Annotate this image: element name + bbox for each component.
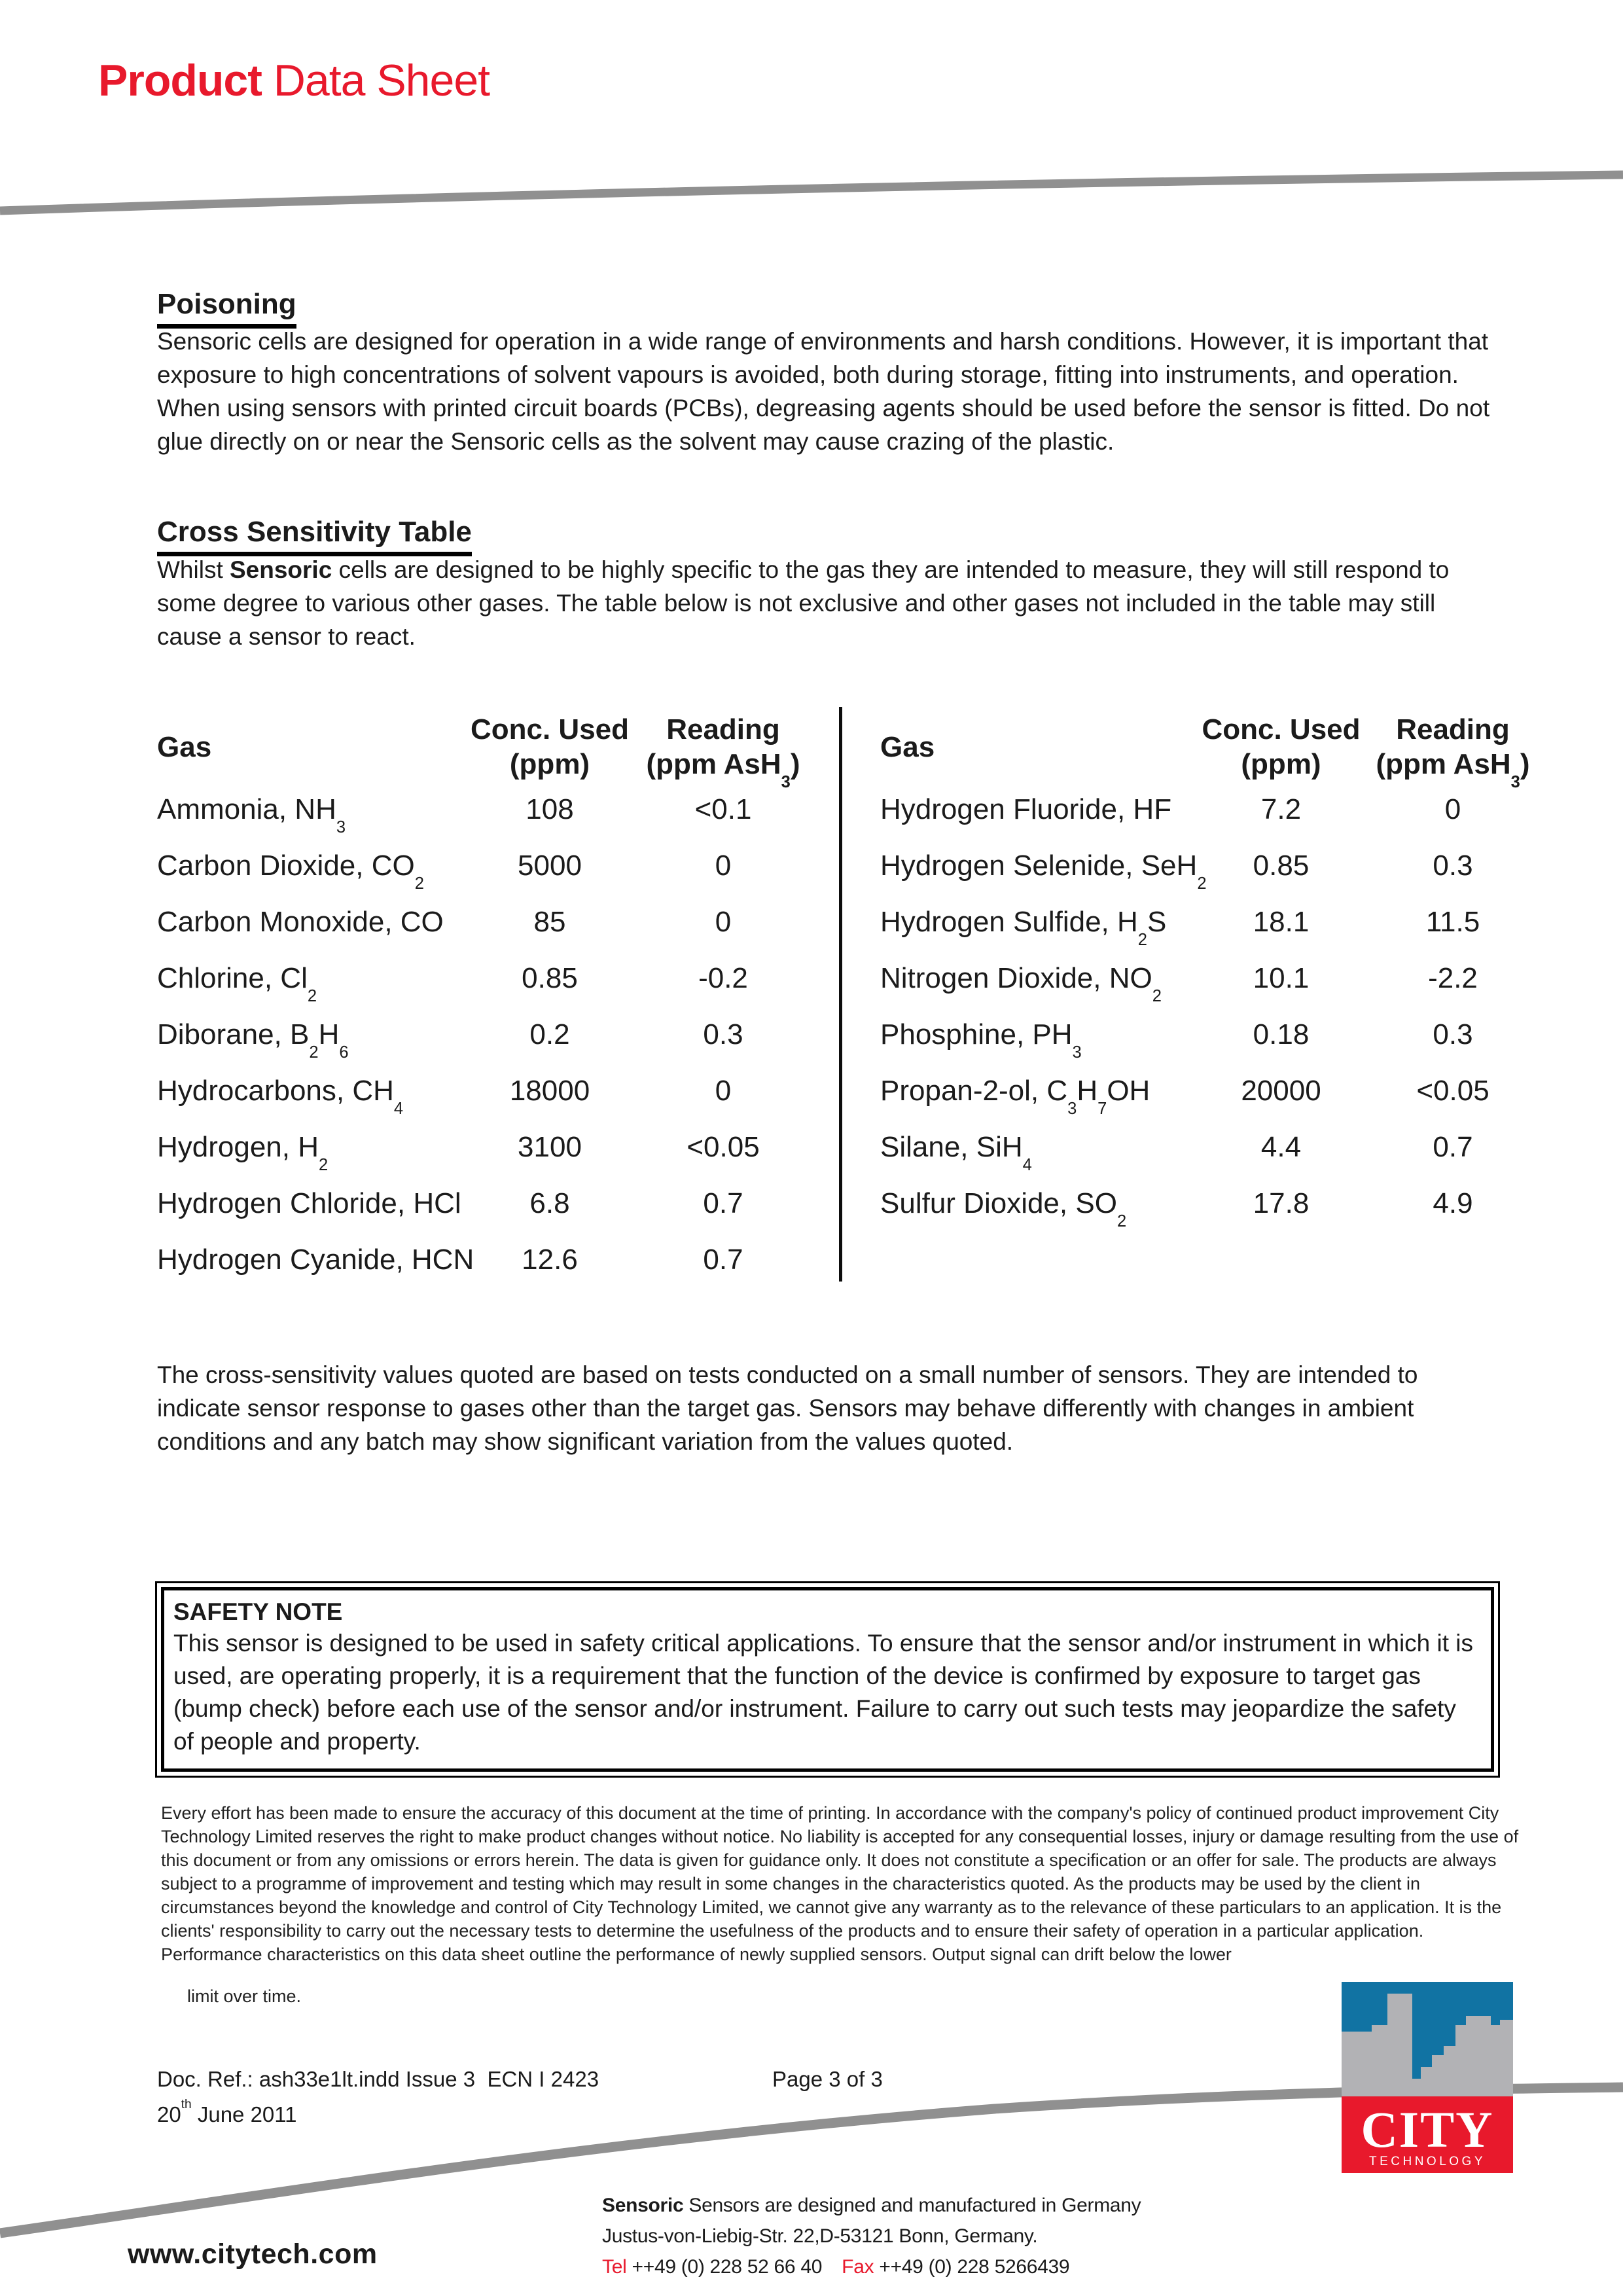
table-cell-gas: Chlorine, $Cl_2$	[157, 962, 317, 1005]
table-cell-reading: -2.2	[1428, 962, 1478, 994]
table-cell-gas: Hydrocarbons, $CH_4$	[157, 1075, 404, 1118]
table-rows-left	[157, 793, 812, 1300]
legal-fine-print	[161, 1801, 1519, 2008]
table-cell-gas: Ammonia, $NH_3$	[157, 793, 346, 836]
page-title-rest: Data Sheet	[261, 56, 490, 105]
table-cell-gas: Sulfur Dioxide, $SO_2$	[880, 1187, 1127, 1230]
table-row	[157, 850, 812, 906]
table-cell-conc: 7.2	[1260, 793, 1302, 825]
table-cell-reading: <0.05	[687, 1131, 760, 1163]
section-heading-poisoning: Poisoning	[157, 288, 296, 329]
table-cell-reading: 4.9	[1433, 1187, 1473, 1219]
legal-disclaimer: Every effort has been made to ensure the accuracy of this document at the time of printing. In accordance with the company's policy of continued product improvement City Technology Limited reserves the right to make product changes without notice. No liability is accepted for any consequential losses, injury or damage resulting from the use of this document or from any omissions or errors herein. The data is given for guidance only. It does not constitute a specification or an offer for sale. The products are always subject to a programme of improvement and testing which may result in some changes in the characteristics quoted. As the products may be used by the client in circumstances beyond the knowledge and control of City Technology Limited, we cannot give any warranty as to the relevance of these particulars to an application. It is the clients' responsibility to carry out the necessary tests to determine the usefulness of the products and to ensure their safety of operation in a particular application.	[161, 1803, 1519, 1941]
table-cell-gas: Phosphine, $PH_3$	[880, 1018, 1082, 1062]
legal-performance-note-2: limit over time.	[187, 1986, 302, 2006]
table-right-half	[880, 700, 1540, 1244]
tel-number: ++49 (0) 228 52 66 40	[632, 2256, 823, 2278]
footer-made-in: Sensoric Sensors are designed and manufactured in Germany	[602, 2195, 1141, 2216]
table-cell-reading: 0.7	[1433, 1131, 1473, 1163]
table-cell-reading: 0	[715, 906, 732, 938]
table-cell-conc: 12.6	[522, 1244, 578, 1276]
table-cell-gas: Hydrogen Selenide, SeH$_2$	[880, 850, 1207, 893]
logo-technology-text: TECHNOLOGY	[1368, 2155, 1486, 2168]
table-row	[157, 962, 812, 1018]
table-row	[880, 793, 1540, 850]
table-cell-reading: 0.3	[703, 1018, 743, 1050]
table-row	[157, 1075, 812, 1131]
page-number: Page 3 of 3	[772, 2067, 883, 2091]
table-row	[157, 1131, 812, 1187]
table-cell-conc: 3100	[518, 1131, 582, 1163]
table-row	[880, 962, 1540, 1018]
table-cell-reading: 11.5	[1425, 906, 1480, 938]
table-cell-conc: 10.1	[1253, 962, 1310, 994]
table-row	[880, 1018, 1540, 1075]
table-cell-reading: 0.3	[1433, 850, 1473, 882]
table-cell-conc: 6.8	[529, 1187, 570, 1219]
safety-note-box	[155, 1581, 1500, 1778]
column-header-gas: Gas	[880, 730, 935, 763]
poisoning-paragraph-2: When using sensors with printed circuit boards (PCBs), degreasing agents should be used before the sensor is fitted. Do not glue directly on or near the Sensoric cells as the solvent may cause crazing of the plastic.	[157, 395, 1490, 455]
fax-number: ++49 (0) 228 5266439	[879, 2256, 1070, 2278]
table-cell-gas: Hydrogen Chloride, HCl	[157, 1187, 461, 1219]
table-cell-conc: 18.1	[1253, 906, 1310, 938]
table-cell-reading: <0.05	[1416, 1075, 1489, 1107]
table-cell-gas: Carbon Monoxide, CO	[157, 906, 444, 938]
column-header-gas: Gas	[157, 730, 212, 763]
table-cell-reading: 0.3	[1433, 1018, 1473, 1050]
table-cell-conc: 0.18	[1253, 1018, 1310, 1050]
table-cell-reading: 0.7	[703, 1244, 743, 1276]
table-cell-gas: Diborane, $B_2H_6$	[157, 1018, 349, 1062]
top-swoosh-line	[0, 175, 1623, 211]
poisoning-paragraph-1: Sensoric cells are designed for operation in a wide range of environments and harsh conditions. However, it is important that exposure to high concentrations of solvent vapours is avoided, both during storage, fitting into instruments, and operation.	[157, 328, 1489, 388]
cross-sensitivity-table	[157, 700, 1541, 1293]
table-cell-reading: 0.7	[703, 1187, 743, 1219]
table-cell-reading: 0	[1444, 793, 1461, 825]
table-header	[880, 700, 1540, 793]
footer-phone-line	[602, 2251, 1141, 2282]
cross-sensitivity-intro	[157, 553, 1495, 653]
table-row	[880, 1075, 1540, 1131]
website-url: www.citytech.com	[128, 2238, 378, 2270]
table-row	[157, 906, 812, 962]
column-header-reading: Reading (ppm AsH$_3$)	[646, 713, 800, 791]
table-row	[880, 1187, 1540, 1244]
footer-address: Justus-von-Liebig-Str. 22,D-53121 Bonn, Germany.	[602, 2225, 1038, 2247]
table-cell-gas: Hydrogen Fluoride, HF	[880, 793, 1172, 825]
page-title	[98, 55, 490, 106]
tel-label: Tel	[602, 2256, 627, 2278]
column-header-conc: Conc. Used (ppm)	[1202, 713, 1361, 780]
table-cell-conc: 85	[533, 906, 566, 938]
legal-performance-note: Performance characteristics on this data sheet outline the performance of newly supplied sensors. Output signal can drift below the lower	[161, 1945, 1232, 1964]
table-row	[880, 1131, 1540, 1187]
page-title-bold: Product	[98, 56, 262, 105]
table-cell-conc: 5000	[518, 850, 582, 882]
safety-note-inner-box	[161, 1587, 1494, 1772]
city-technology-logo	[1342, 1982, 1513, 2173]
table-cell-conc: 17.8	[1253, 1187, 1310, 1219]
cross-sensitivity-note: The cross-sensitivity values quoted are based on tests conducted on a small number of sensors. They are intended to indicate sensor response to gases other than the target gas. Sensors may behave differently with changes in ambient conditions and any batch may show significant variation from the values quoted.	[157, 1361, 1418, 1455]
section-heading-cross-sensitivity: Cross Sensitivity Table	[157, 516, 472, 556]
table-cell-gas: Hydrogen Sulfide, $H_2S$	[880, 906, 1167, 949]
table-cell-conc: 20000	[1241, 1075, 1321, 1107]
table-header	[157, 700, 812, 793]
poisoning-text	[157, 325, 1495, 458]
table-cell-reading: 0	[715, 850, 732, 882]
table-cell-gas: Hydrogen Cyanide, HCN	[157, 1244, 474, 1276]
table-row	[157, 1244, 812, 1300]
table-row	[157, 1018, 812, 1075]
footer-contact-block	[602, 2190, 1141, 2282]
table-rows-right	[880, 793, 1540, 1244]
logo-city-text: CITY	[1361, 2101, 1494, 2158]
table-row	[880, 850, 1540, 906]
table-cell-reading: 0	[715, 1075, 732, 1107]
table-cell-gas: Carbon Dioxide, $CO_2$	[157, 850, 424, 893]
table-cell-reading: -0.2	[698, 962, 748, 994]
table-cell-conc: 18000	[509, 1075, 590, 1107]
table-left-half	[157, 700, 812, 1300]
doc-reference: Doc. Ref.: ash33e1lt.indd Issue 3 ECN I 2423	[157, 2067, 599, 2091]
table-cell-gas: Propan-2-ol, $C_3H_7OH$	[880, 1075, 1150, 1118]
table-cell-reading: <0.1	[694, 793, 752, 825]
safety-note-body: This sensor is designed to be used in safety critical applications. To ensure that the sensor and/or instrument in which it is used, are operating properly, it is a requirement that the function of the device is confirmed by exposure to target gas (bump check) before each use of the sensor and/or instrument. Failure to carry out such tests may jeopardize the safety of people and property.	[173, 1630, 1474, 1755]
table-cell-conc: 4.4	[1260, 1131, 1302, 1163]
table-cell-conc: 0.85	[1253, 850, 1310, 882]
table-cell-gas: Silane, SiH$_4$	[880, 1131, 1032, 1174]
table-cell-conc: 108	[526, 793, 574, 825]
column-header-conc: Conc. Used (ppm)	[470, 713, 630, 780]
column-header-reading: Reading (ppm AsH$_3$)	[1376, 713, 1530, 791]
safety-note-heading: SAFETY NOTE	[173, 1598, 343, 1625]
table-row	[880, 906, 1540, 962]
table-cell-conc: 0.85	[522, 962, 578, 994]
table-cell-gas: Nitrogen Dioxide, $NO_2$	[880, 962, 1162, 1005]
table-row	[157, 1187, 812, 1244]
table-row	[157, 793, 812, 850]
cross-sensitivity-intro-text: Whilst Sensoric cells are designed to be highly specific to the gas they are intended to measure, they will still respond to some degree to various other gases. The table below is not exclusive and other gases not included in the table may still cause a sensor to react.	[157, 556, 1450, 650]
table-cell-conc: 0.2	[529, 1018, 570, 1050]
doc-date: 20th June 2011	[157, 2098, 297, 2126]
table-divider	[839, 707, 842, 1282]
table-cell-gas: Hydrogen, $H_2$	[157, 1131, 329, 1174]
fax-label: Fax	[842, 2256, 874, 2278]
